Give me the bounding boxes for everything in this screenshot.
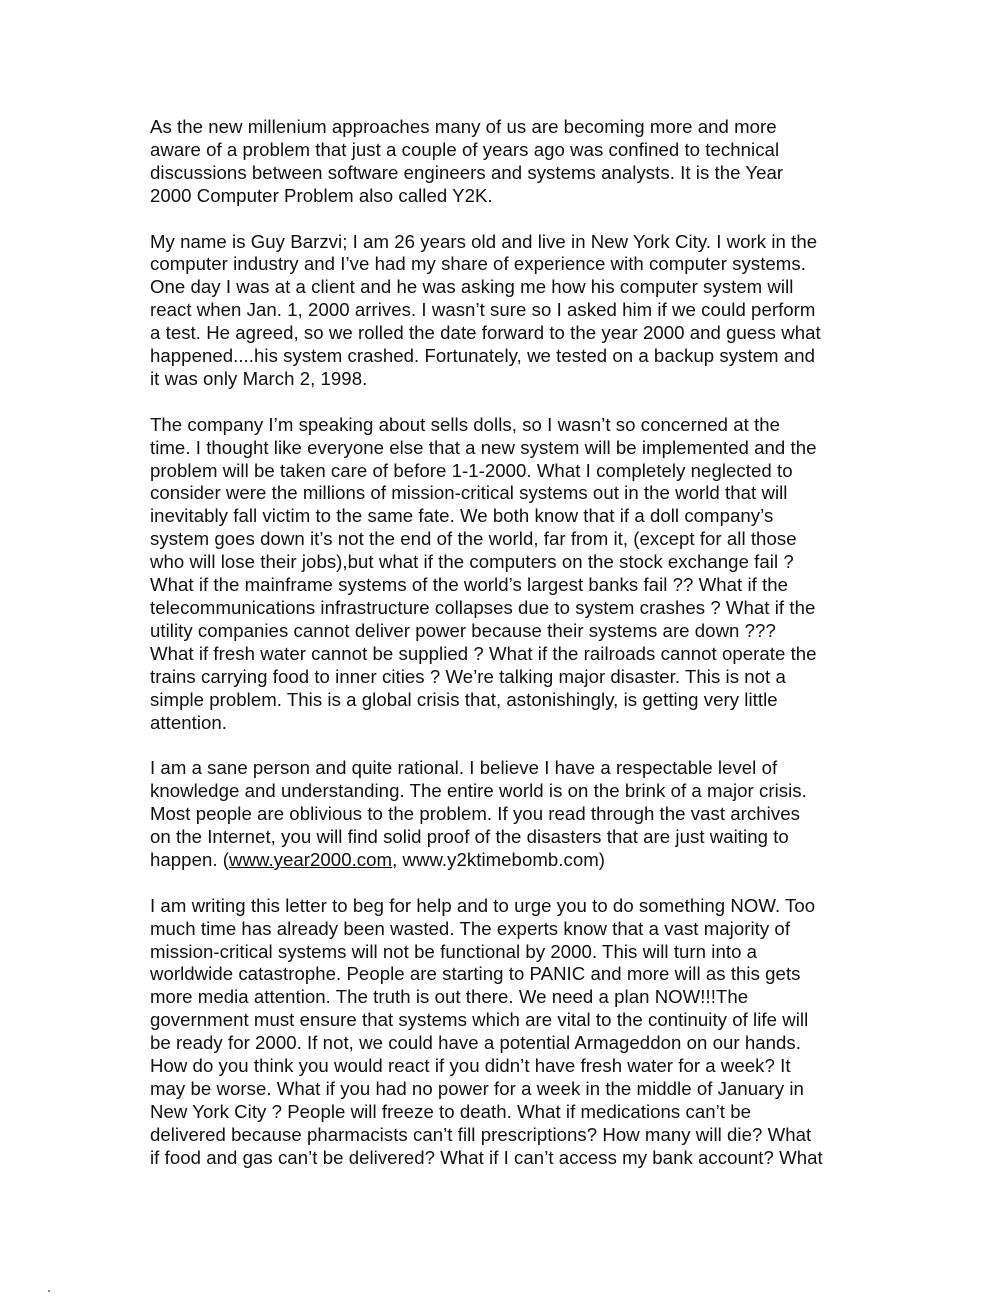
text-line: system goes down it’s not the end of the world, far from it, (except for all those bbox=[150, 528, 797, 550]
text-line: New York City ? People will freeze to death. What if medications can’t be bbox=[150, 1100, 752, 1122]
text-line: time. I thought like everyone else that a new system will be implemented and the bbox=[150, 436, 817, 458]
text-line: trains carrying food to inner cities ? We’re talking major disaster. This is not a bbox=[150, 665, 786, 687]
text-line: mission-critical systems will not be functional by 2000. This will turn into a bbox=[150, 940, 758, 962]
text-line: attention. bbox=[150, 711, 227, 733]
text-line: knowledge and understanding. The entire world is on the brink of a major crisis. bbox=[150, 780, 807, 802]
text-line: problem will be taken care of before 1-1-2000. What I completely neglected to bbox=[150, 459, 793, 481]
text-line: may be worse. What if you had no power for a week in the middle of January in bbox=[150, 1078, 804, 1099]
text-line: react when Jan. 1, 2000 arrives. I wasn’t sure so I asked him if we could perform bbox=[150, 299, 816, 321]
text-line: delivered because pharmacists can’t fill prescriptions? How many will die? What bbox=[150, 1123, 812, 1145]
text-line: more media attention. The truth is out there. We need a plan NOW!!!The bbox=[150, 986, 749, 1008]
text-line: What if fresh water cannot be supplied ? What if the railroads cannot operate the bbox=[150, 642, 817, 664]
text-line: who will lose their jobs),but what if the computers on the stock exchange fail ? bbox=[150, 551, 794, 573]
paragraph-y2k-intro bbox=[150, 116, 875, 208]
text-line: As the new millenium approaches many of us are becoming more and more bbox=[150, 116, 777, 137]
text-line: inevitably fall victim to the same fate. We both know that if a doll company’s bbox=[150, 505, 774, 527]
text-fragment: happen. ( bbox=[150, 848, 230, 870]
scan-speck bbox=[48, 1290, 50, 1292]
text-line: 2000 Computer Problem also called Y2K. bbox=[150, 184, 493, 206]
text-line: I am a sane person and quite rational. I believe I have a respectable level of bbox=[150, 757, 778, 779]
text-line: worldwide catastrophe. People are starting to PANIC and more will as this gets bbox=[150, 963, 801, 985]
text-line: aware of a problem that just a couple of years ago was confined to technical bbox=[150, 138, 780, 160]
text-line: if food and gas can’t be delivered? What if I can’t access my bank account? What bbox=[150, 1146, 823, 1168]
text-line: computer industry and I’ve had my share of experience with computer systems. bbox=[150, 253, 806, 275]
text-line: government must ensure that systems which are vital to the continuity of life will bbox=[150, 1009, 809, 1031]
text-line: consider were the millions of mission-critical systems out in the world that will bbox=[150, 482, 788, 504]
text-line: What if the mainframe systems of the world’s largest banks fail ?? What if the bbox=[150, 574, 789, 596]
text-line: My name is Guy Barzvi; I am 26 years old and live in New York City. I work in the bbox=[150, 230, 818, 252]
text-line: on the Internet, you will find solid proof of the disasters that are just waiting to bbox=[150, 826, 789, 848]
text-line: telecommunications infrastructure collapses due to system crashes ? What if the bbox=[150, 597, 816, 618]
text-line: How do you think you would react if you didn’t have fresh water for a week? It bbox=[150, 1055, 791, 1077]
text-line-with-links bbox=[150, 849, 875, 872]
text-line: it was only March 2, 1998. bbox=[150, 367, 368, 389]
text-line: simple problem. This is a global crisis that, astonishingly, is getting very little bbox=[150, 688, 778, 710]
text-line: I am writing this letter to beg for help and to urge you to do something NOW. Too bbox=[150, 894, 816, 916]
text-line: happened....his system crashed. Fortunately, we tested on a backup system and bbox=[150, 345, 815, 367]
text-line: Most people are oblivious to the problem. If you read through the vast archives bbox=[150, 803, 800, 825]
text-fragment: , www.y2ktimebomb.com) bbox=[392, 848, 606, 870]
text-line: The company I’m speaking about sells dolls, so I wasn’t so concerned at the bbox=[150, 413, 781, 435]
text-line: discussions between software engineers and systems analysts. It is the Year bbox=[150, 161, 784, 183]
paragraph-author-story bbox=[150, 231, 875, 391]
text-line: be ready for 2000. If not, we could have a potential Armageddon on our hands. bbox=[150, 1032, 801, 1054]
text-line: utility companies cannot deliver power because their systems are down ??? bbox=[150, 619, 776, 641]
paragraph-sane-person bbox=[150, 757, 875, 872]
text-line: much time has already been wasted. The experts know that a vast majority of bbox=[150, 917, 791, 939]
text-line: One day I was at a client and he was asking me how his computer system will bbox=[150, 276, 794, 298]
paragraph-plea bbox=[150, 895, 875, 1170]
letter-body bbox=[150, 116, 875, 1170]
paragraph-global-crisis bbox=[150, 414, 875, 735]
year2000-link[interactable]: www.year2000.com bbox=[229, 848, 393, 870]
text-line: a test. He agreed, so we rolled the date forward to the year 2000 and guess what bbox=[150, 322, 821, 344]
